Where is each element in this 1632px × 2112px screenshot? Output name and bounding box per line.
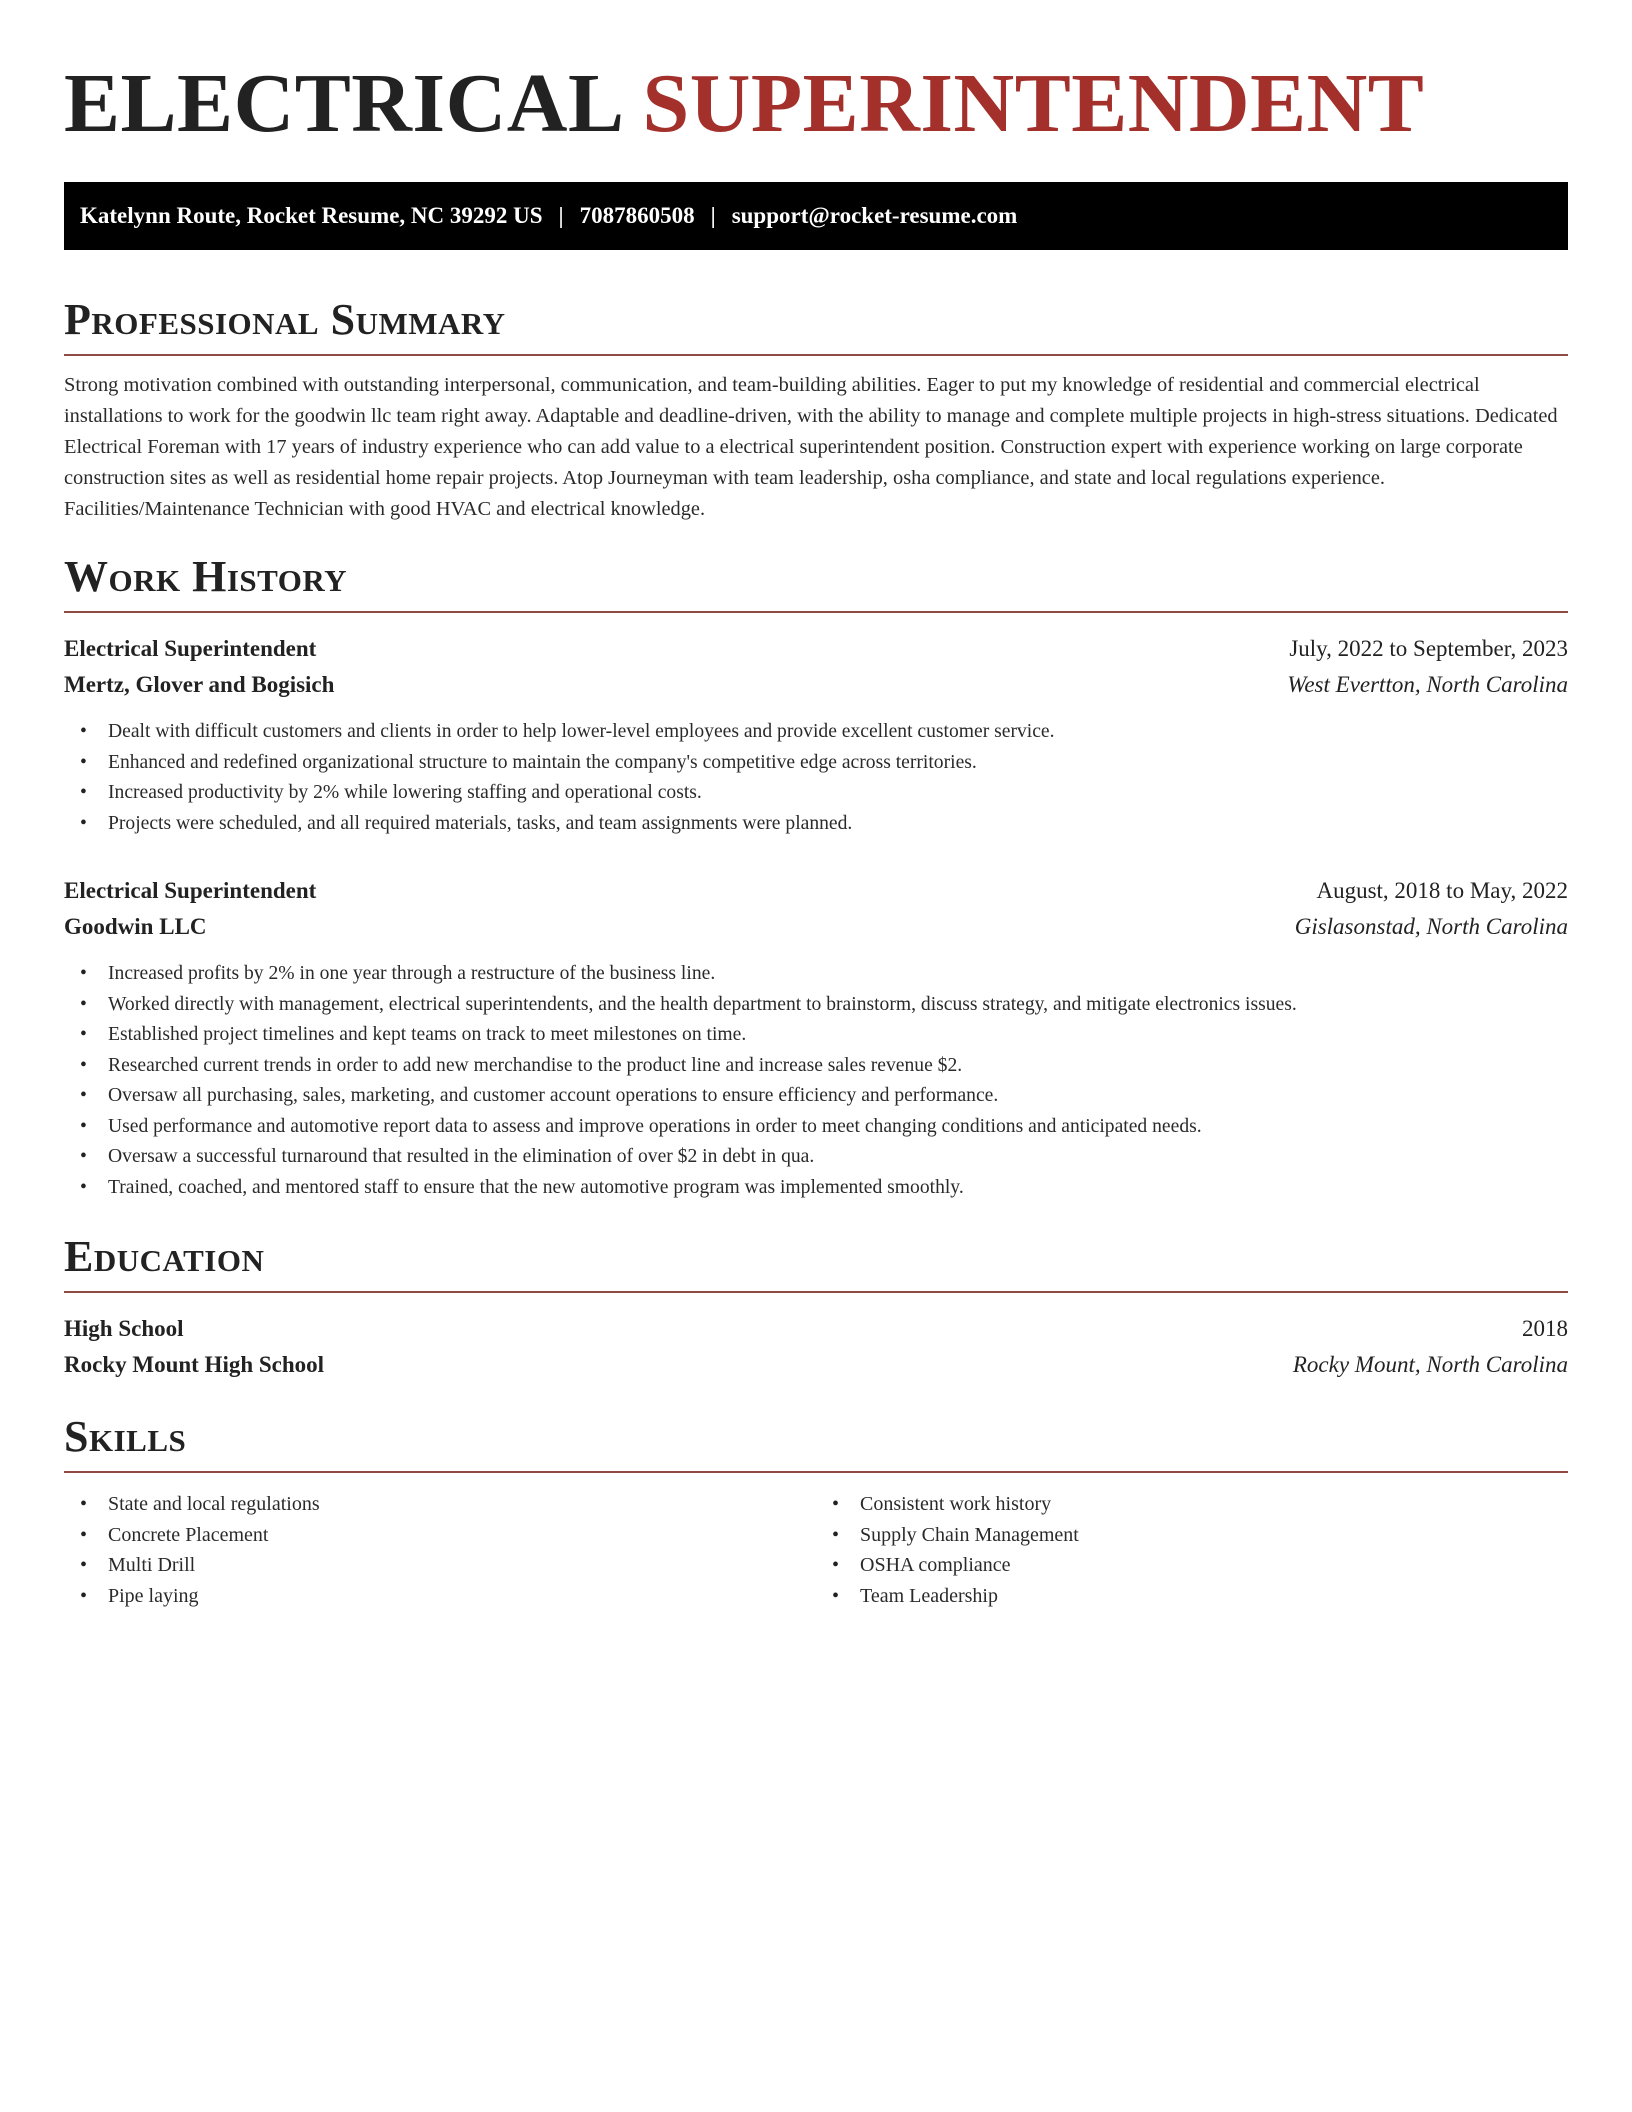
section-title-work-history: Work History	[64, 552, 348, 601]
education-location: Rocky Mount, North Carolina	[1292, 1352, 1568, 1377]
job-bullet: • Oversaw a successful turnaround that resulted in the elimination of over $2 in debt in qua.	[80, 1142, 1568, 1173]
job-location: West Evertton, North Carolina	[1287, 672, 1568, 697]
skill-item: • Consistent work history	[832, 1489, 1568, 1520]
job-bullet: • Dealt with difficult customers and clients in order to help lower-level employees and provide excellent customer service.	[80, 717, 1568, 748]
education-degree: High School	[64, 1316, 184, 1341]
section-divider	[64, 1291, 1568, 1293]
contact-phone: 7087860508	[579, 203, 695, 228]
skill-item: • State and local regulations	[80, 1489, 816, 1520]
section-divider	[64, 1471, 1568, 1473]
job-bullet-list	[64, 959, 1568, 1203]
job-bullet: • Enhanced and redefined organizational structure to maintain the company's competitive edge across territories.	[80, 748, 1568, 779]
job-location: Gislasonstad, North Carolina	[1294, 914, 1568, 939]
section-divider	[64, 611, 1568, 613]
education-school: Rocky Mount High School	[64, 1352, 325, 1377]
contact-separator: |	[710, 203, 716, 228]
section-title-summary: Professional Summary	[64, 295, 506, 344]
contact-bar	[64, 182, 1568, 250]
summary-section	[64, 294, 1568, 525]
job-header-row	[64, 631, 1568, 667]
section-title-skills: Skills	[64, 1412, 187, 1461]
job-entry	[64, 631, 1568, 839]
contact-email: support@rocket-resume.com	[731, 203, 1018, 228]
education-section	[64, 1231, 1568, 1383]
job-bullet: • Increased profits by 2% in one year through a restructure of the business line.	[80, 959, 1568, 990]
summary-text: Strong motivation combined with outstanding interpersonal, communication, and team-building abilities. Eager to put my knowledge of residential and commercial electrical installations to work for the goodwin llc team right away. Adaptable and deadline-driven, with the ability to manage and complete multiple projects in high-stress situations. Dedicated Electrical Foreman with 17 years of industry experience who can add value to a electrical superintendent position. Construction expert with experience working on large corporate construction sites as well as residential home repair projects. Atop Journeyman with team leadership, osha compliance, and state and local regulations experience. Facilities/Maintenance Technician with good HVAC and electrical knowledge.	[64, 374, 1558, 520]
skill-item: • Concrete Placement	[80, 1520, 816, 1551]
job-bullet: • Trained, coached, and mentored staff to ensure that the new automotive program was implemented smoothly.	[80, 1173, 1568, 1204]
section-title-education: Education	[64, 1232, 265, 1281]
education-school-row	[64, 1347, 1568, 1383]
skill-item: • Pipe laying	[80, 1581, 816, 1612]
education-header-row	[64, 1311, 1568, 1347]
education-year: 2018	[1522, 1316, 1568, 1341]
job-bullet: • Worked directly with management, electrical superintendents, and the health department to brainstorm, discuss strategy, and mitigate electronics issues.	[80, 990, 1568, 1021]
job-bullet: • Increased productivity by 2% while lowering staffing and operational costs.	[80, 778, 1568, 809]
skill-item: • OSHA compliance	[832, 1550, 1568, 1581]
contact-address: Katelynn Route, Rocket Resume, NC 39292 US	[80, 203, 543, 228]
job-bullet: • Established project timelines and kept teams on track to meet milestones on time.	[80, 1020, 1568, 1051]
skills-list-right	[816, 1489, 1568, 1611]
job-bullet: • Researched current trends in order to add new merchandise to the product line and increase sales revenue $2.	[80, 1051, 1568, 1082]
skill-item: • Team Leadership	[832, 1581, 1568, 1612]
job-company-row	[64, 667, 1568, 703]
resume-title	[64, 58, 1568, 150]
title-second-word: SUPERINTENDENT	[642, 57, 1425, 150]
job-bullet-list	[64, 717, 1568, 839]
skill-item: • Multi Drill	[80, 1550, 816, 1581]
job-position: Electrical Superintendent	[64, 878, 317, 903]
job-bullet: • Used performance and automotive report data to assess and improve operations in order to meet changing conditions and anticipated needs.	[80, 1112, 1568, 1143]
job-bullet: • Oversaw all purchasing, sales, marketing, and customer account operations to ensure efficiency and performance.	[80, 1081, 1568, 1112]
education-entry	[64, 1311, 1568, 1383]
job-company: Goodwin LLC	[64, 914, 207, 939]
skill-item: • Supply Chain Management	[832, 1520, 1568, 1551]
job-company: Mertz, Glover and Bogisich	[64, 672, 335, 697]
section-divider	[64, 354, 1568, 356]
job-dates: August, 2018 to May, 2022	[1316, 878, 1568, 903]
skills-list-left	[64, 1489, 816, 1611]
job-bullet: • Projects were scheduled, and all required materials, tasks, and team assignments were planned.	[80, 809, 1568, 840]
skills-section	[64, 1411, 1568, 1611]
contact-separator: |	[558, 203, 564, 228]
job-entry	[64, 873, 1568, 1203]
title-first-word: ELECTRICAL	[64, 57, 625, 150]
job-company-row	[64, 909, 1568, 945]
job-header-row	[64, 873, 1568, 909]
work-history-section	[64, 551, 1568, 1203]
skills-grid	[64, 1489, 1568, 1611]
job-dates: July, 2022 to September, 2023	[1289, 636, 1568, 661]
job-position: Electrical Superintendent	[64, 636, 317, 661]
